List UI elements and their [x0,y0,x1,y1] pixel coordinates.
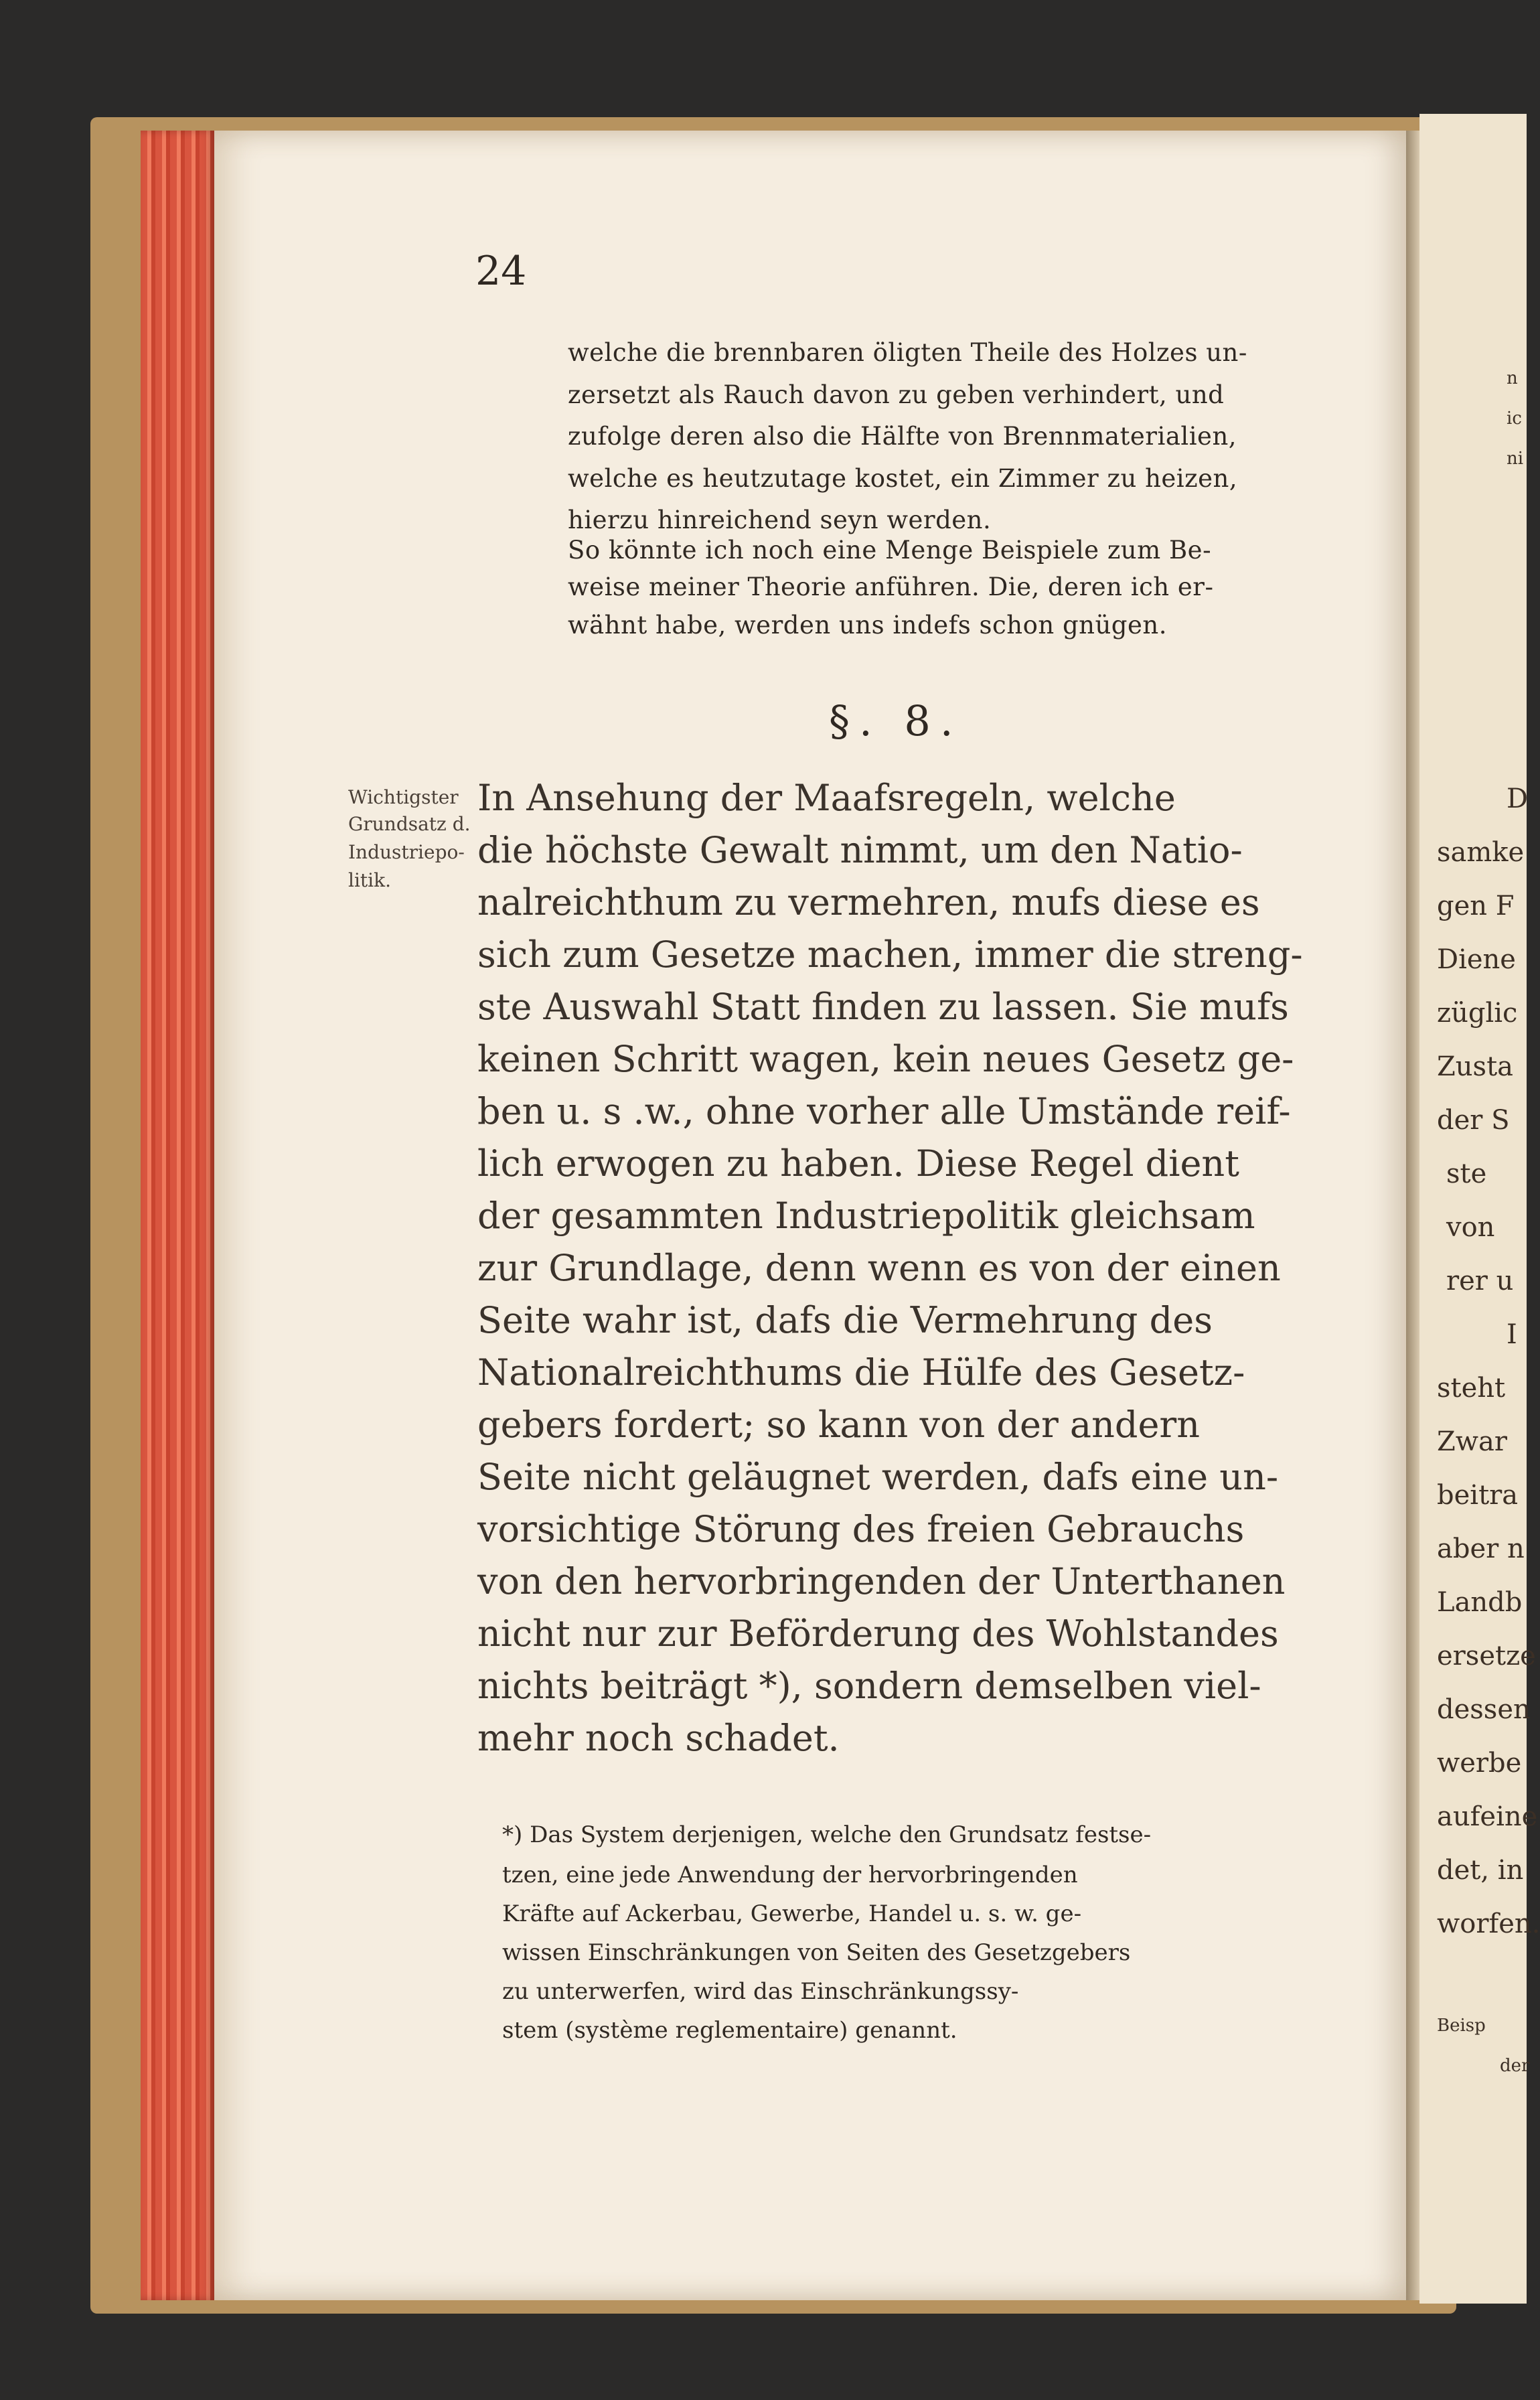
main-paragraph-line: zur Grundlage, denn wenn es von der einen [477,1247,1281,1289]
main-paragraph-line: Nationalreichthums die Hülfe des Gesetz- [477,1351,1245,1394]
main-paragraph-line: von den hervorbringenden der Unterthanen [477,1560,1286,1602]
facing-page-text: aber n [1437,1533,1525,1564]
footnote-line: Kräfte auf Ackerbau, Gewerbe, Handel u. s. w. ge- [502,1900,1082,1927]
top-paragraph-line: hierzu hinreichend seyn werden. [568,506,992,534]
facing-page-text: det, in [1437,1855,1524,1886]
facing-page-text: beitra [1437,1480,1519,1511]
marginal-note-line: Wichtigster [348,786,459,808]
top-paragraph-line: zufolge deren also die Hälfte von Brennmaterialien, [568,422,1237,451]
facing-page-text: von [1446,1212,1495,1243]
top-paragraph-line: wähnt habe, werden uns indefs schon gnügen. [568,611,1167,640]
facing-page-text: n [1507,368,1518,388]
top-paragraph-line: zersetzt als Rauch davon zu geben verhindert, und [568,380,1225,409]
main-paragraph-line: mehr noch schadet. [477,1717,840,1759]
marginal-note-line: Grundsatz d. [348,813,471,835]
facing-page-text: gen F [1437,891,1515,921]
marginal-note-line: Industriepo- [348,841,465,863]
main-paragraph-line: nichts beiträgt *), sondern demselben viel- [477,1665,1261,1707]
footnote-line: stem (système reglementaire) genannt. [502,2017,957,2044]
facing-page-text: Zusta [1437,1051,1514,1082]
book-gutter [1406,131,1419,2300]
main-paragraph-line: In Ansehung der Maafsregeln, welche [477,777,1176,819]
facing-page-fragment [1419,114,1540,2304]
main-paragraph-line: vorsichtige Störung des freien Gebrauchs [477,1508,1245,1550]
main-paragraph-line: sich zum Gesetze machen, immer die streng- [477,933,1303,976]
footnote-line: wissen Einschränkungen von Seiten des Gesetzgebers [502,1939,1131,1966]
main-paragraph-line: nicht nur zur Beförderung des Wohlstandes [477,1612,1279,1655]
facing-page-text: der S [1437,1105,1510,1136]
facing-page-text: aufeine [1437,1801,1538,1832]
main-paragraph-line: ben u. s .w., ohne vorher alle Umstände reif- [477,1090,1291,1132]
facing-page-text: rer u [1446,1266,1514,1296]
main-paragraph-line: die höchste Gewalt nimmt, um den Natio- [477,829,1243,871]
main-paragraph-line: nalreichthum zu vermehren, mufs diese es [477,881,1260,923]
main-paragraph-line: der gesammten Industriepolitik gleichsam [477,1195,1255,1237]
facing-page-text: steht [1437,1373,1506,1404]
facing-page-text: ic [1507,408,1522,429]
page-edges [141,131,214,2300]
top-paragraph-line: welche es heutzutage kostet, ein Zimmer zu heizen, [568,464,1238,493]
facing-page-text: Landb [1437,1587,1523,1618]
marginal-note-line: litik. [348,869,391,891]
section-heading: §. 8. [829,696,963,745]
main-paragraph-line: gebers fordert; so kann von der andern [477,1404,1201,1446]
facing-page-text: ersetze [1437,1641,1536,1671]
footnote-line: zu unterwerfen, wird das Einschränkungssy- [502,1978,1019,2005]
facing-page-text: Beisp [1437,2016,1486,2036]
footnote-line: *) Das System derjenigen, welche den Grundsatz festse- [502,1821,1152,1848]
facing-page-text: werbe [1437,1748,1522,1779]
facing-page-text: Diene [1437,944,1516,975]
facing-page-text: ste [1446,1158,1487,1189]
facing-page-text: dessen [1437,1694,1531,1725]
facing-page-text: Zwar [1437,1426,1507,1457]
main-paragraph-line: Seite nicht geläugnet werden, dafs eine un- [477,1456,1279,1498]
top-paragraph-line: So könnte ich noch eine Menge Beispiele zum Be- [568,536,1212,565]
facing-page-text: samke [1437,837,1525,868]
facing-page-text: der [1500,2056,1530,2076]
top-paragraph-line: weise meiner Theorie anführen. Die, deren ich er- [568,573,1214,601]
main-paragraph-line: keinen Schritt wagen, kein neues Gesetz ge- [477,1038,1294,1080]
facing-page-text: D [1507,783,1529,814]
facing-page-text: I [1507,1319,1517,1350]
facing-page-text: worfen. [1437,1908,1540,1939]
facing-page-text: züglic [1437,998,1518,1029]
facing-page-text: ni [1507,449,1524,469]
top-paragraph-line: welche die brennbaren öligten Theile des Holzes un- [568,338,1247,367]
main-paragraph-line: ste Auswahl Statt finden zu lassen. Sie mufs [477,986,1289,1028]
page-number: 24 [475,248,527,295]
main-paragraph-line: Seite wahr ist, dafs die Vermehrung des [477,1299,1213,1341]
main-paragraph-line: lich erwogen zu haben. Diese Regel dient [477,1142,1239,1185]
footnote-line: tzen, eine jede Anwendung der hervorbringenden [502,1862,1078,1888]
